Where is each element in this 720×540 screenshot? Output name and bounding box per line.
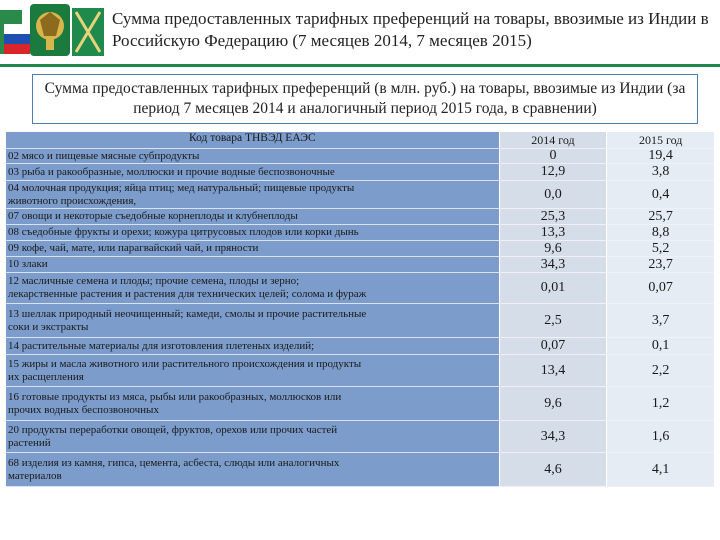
product-code-line: 04 молочная продукция; яйца птиц; мед натуральный; пищевые продукты (8, 181, 355, 194)
table-row (6, 273, 714, 304)
product-code-cell (6, 421, 499, 453)
product-code-cell (6, 453, 499, 487)
value-2014-cell: 9,6 (500, 387, 607, 421)
product-code-line: их расщепления (8, 370, 84, 383)
column-header-2014: 2014 год (500, 132, 607, 149)
product-code-line: 03 рыба и ракообразные, моллюски и прочие водные беспозвоночные (8, 165, 335, 178)
value-2014-cell: 2,5 (500, 304, 607, 338)
table-row (6, 257, 714, 273)
customs-emblem-logo (0, 0, 104, 62)
value-2014-cell: 0,07 (500, 338, 607, 355)
value-2015-cell: 3,8 (607, 164, 714, 181)
table-row (6, 421, 714, 453)
product-code-cell (6, 164, 499, 181)
product-code-line: 09 кофе, чай, мате, или парагвайский чай, и пряности (8, 242, 259, 254)
value-2015-cell: 4,1 (607, 453, 714, 487)
subtitle-box (32, 74, 698, 124)
table-row (6, 453, 714, 487)
product-code-line: 02 мясо и пищевые мясные субпродукты (8, 149, 200, 162)
product-code-cell (6, 355, 499, 387)
value-2014-cell: 25,3 (500, 209, 607, 225)
value-2015-cell: 5,2 (607, 241, 714, 257)
column-header-code: Код товара ТНВЭД ЕАЭС (6, 132, 499, 149)
table-row (6, 387, 714, 421)
product-code-line: 20 продукты переработки овощей, фруктов, орехов или прочих частей (8, 423, 338, 436)
product-code-cell (6, 257, 499, 273)
product-code-line: соки и экстракты (8, 320, 89, 333)
value-2014-cell: 34,3 (500, 257, 607, 273)
product-code-line: 08 съедобные фрукты и орехи; кожура цитрусовых плодов или корки дынь (8, 226, 359, 238)
value-2014-cell: 9,6 (500, 241, 607, 257)
value-2015-cell: 1,6 (607, 421, 714, 453)
value-2015-cell: 3,7 (607, 304, 714, 338)
value-2015-cell: 0,07 (607, 273, 714, 304)
table-row (6, 338, 714, 355)
product-code-line: 16 готовые продукты из мяса, рыбы или ракообразных, моллюсков или (8, 390, 342, 403)
table-row (6, 164, 714, 181)
product-code-line: животного происхождения, (8, 194, 137, 207)
product-code-line: материалов (8, 469, 62, 482)
table-row (6, 209, 714, 225)
product-code-cell (6, 273, 499, 304)
table-row (6, 241, 714, 257)
value-2014-cell: 13,4 (500, 355, 607, 387)
value-2015-cell: 25,7 (607, 209, 714, 225)
product-code-cell (6, 241, 499, 257)
value-2014-cell: 0,01 (500, 273, 607, 304)
value-2014-cell: 4,6 (500, 453, 607, 487)
value-2014-cell: 0 (500, 149, 607, 164)
product-code-line: 68 изделия из камня, гипса, цемента, асбеста, слюды или аналогичных (8, 456, 340, 469)
table-row (6, 225, 714, 241)
value-2014-cell: 13,3 (500, 225, 607, 241)
divider (0, 64, 720, 67)
product-code-cell (6, 209, 499, 225)
product-code-cell (6, 225, 499, 241)
product-code-cell (6, 181, 499, 209)
table-row (6, 304, 714, 338)
product-code-line: 07 овощи и некоторые съедобные корнеплоды и клубнеплоды (8, 210, 298, 222)
header (0, 0, 720, 62)
value-2015-cell: 23,7 (607, 257, 714, 273)
table-row (6, 355, 714, 387)
product-code-cell (6, 387, 499, 421)
product-code-line: 14 растительные материалы для изготовления плетеных изделий; (8, 339, 315, 352)
value-2015-cell: 0,4 (607, 181, 714, 209)
product-code-line: 10 злаки (8, 258, 48, 270)
product-code-cell (6, 149, 499, 164)
value-2015-cell: 1,2 (607, 387, 714, 421)
product-code-line: 13 шеллак природный неочищенный; камеди, смолы и прочие растительные (8, 307, 367, 320)
product-code-line: лекарственные растения и растения для технических целей; солома и фураж (8, 288, 367, 300)
value-2015-cell: 8,8 (607, 225, 714, 241)
product-code-cell (6, 304, 499, 338)
value-2014-cell: 0,0 (500, 181, 607, 209)
value-2015-cell: 2,2 (607, 355, 714, 387)
value-2014-cell: 12,9 (500, 164, 607, 181)
value-2015-cell: 0,1 (607, 338, 714, 355)
subtitle: Сумма предоставленных тарифных преференций (в млн. руб.) на товары, ввозимые из Индии (за период 7 месяцев 2014 и аналогичный период 2015 года, в сравнении) (44, 80, 686, 117)
product-code-line: 15 жиры и масла животного или растительного происхождения и продукты (8, 357, 362, 370)
table-row (6, 181, 714, 209)
column-header-2015: 2015 год (607, 132, 714, 149)
product-code-cell (6, 338, 499, 355)
table-row (6, 149, 714, 164)
table-header-row (6, 132, 714, 149)
preferences-table (6, 132, 714, 487)
value-2014-cell: 34,3 (500, 421, 607, 453)
product-code-line: растений (8, 436, 51, 449)
page-title: Сумма предоставленных тарифных преференций на товары, ввозимые из Индии в Российскую Федерацию (7 месяцев 2014, 7 месяцев 2015) (112, 9, 709, 50)
product-code-line: прочих водных беспозвоночных (8, 403, 159, 416)
value-2015-cell: 19,4 (607, 149, 714, 164)
product-code-line: 12 масличные семена и плоды; прочие семена, плоды и зерно; (8, 275, 300, 287)
